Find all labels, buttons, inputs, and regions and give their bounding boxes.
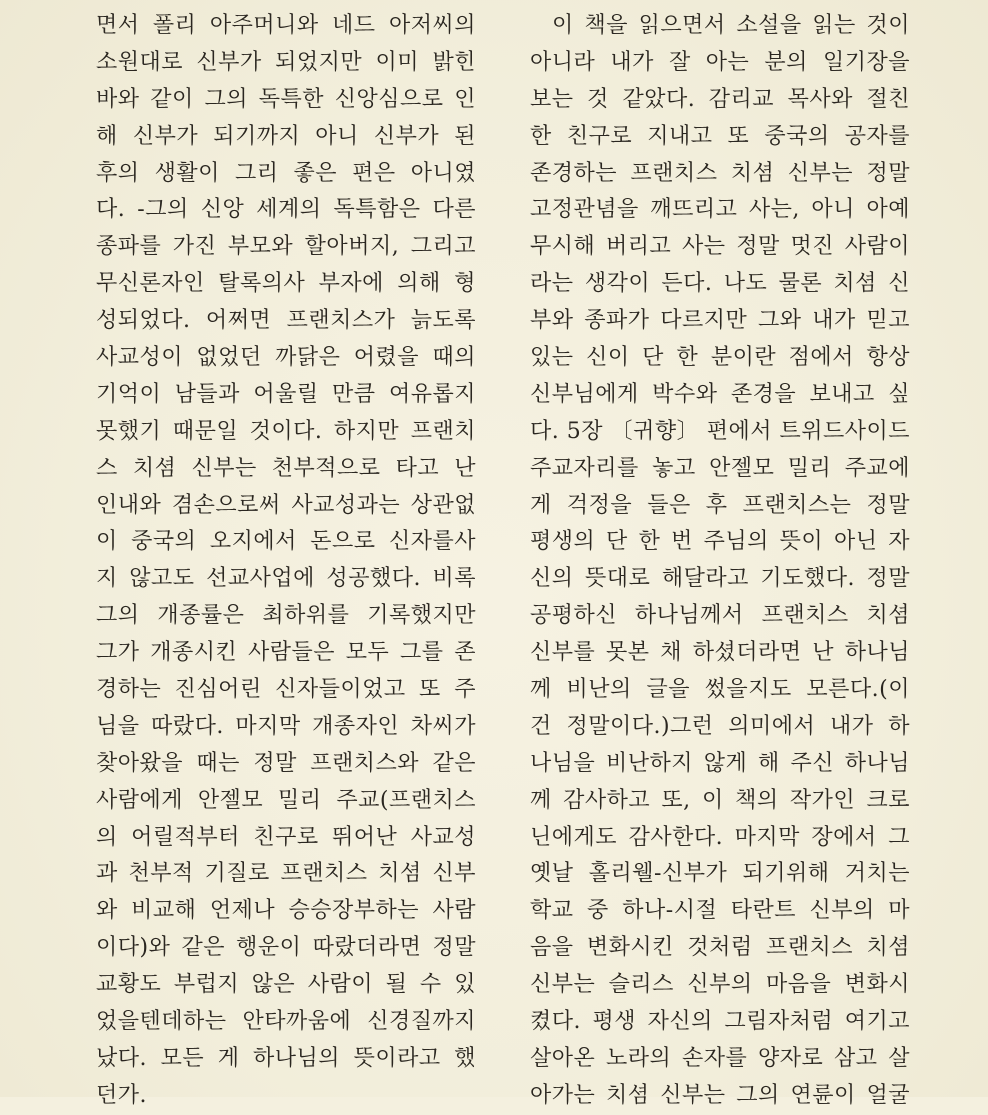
text-line: 의 어릴적부터 친구로 뛰어난 사교성 [96,824,476,850]
text-line: 음을 변화시킨 것처럼 프랜치스 치셤 [530,935,910,961]
text-line: 찾아왔을 때는 정말 프랜치스와 같은 [96,750,476,776]
text-line: 라는 생각이 든다. 나도 물론 치셤 신 [530,271,910,297]
text-line: 사교성이 없었던 까닭은 어렸을 때의 [96,345,476,371]
text-line: 해 신부가 되기까지 아니 신부가 된 [96,123,476,149]
text-line: 이 책을 읽으면서 소설을 읽는 것이 [552,13,910,38]
text-line: 그의 개종률은 최하위를 기록했지만 [96,603,476,629]
text-line: 던가. [96,1082,147,1108]
text-line: 기억이 남들과 어울릴 만큼 여유롭지 [96,381,476,407]
text-line: 다. -그의 신앙 세계의 독특함은 다른 [96,197,476,223]
text-line: 존경하는 프랜치스 치셤 신부는 정말 [530,160,910,186]
text-line: 경하는 진심어린 신자들이었고 또 주 [96,677,476,703]
text-line: 종파를 가진 부모와 할아버지, 그리고 [96,234,476,260]
right-column [530,8,910,1115]
text-line: 와 비교해 언제나 승승장부하는 사람 [96,898,476,924]
text-line: 교황도 부럽지 않은 사람이 될 수 있 [96,972,476,998]
text-line: 스 치셤 신부는 천부적으로 타고 난 [96,455,476,481]
text-line: 닌에게도 감사한다. 마지막 장에서 그 [530,824,910,850]
text-line: 건 정말이다.)그런 의미에서 내가 하 [530,713,910,739]
text-line: 나님을 비난하지 않게 해 주신 하나님 [530,750,910,776]
text-line: 소원대로 신부가 되었지만 이미 밝힌 [96,49,476,75]
text-line: 께 감사하고 또, 이 책의 작가인 크로 [530,787,910,813]
text-line: 학교 중 하나-시절 타란트 신부의 마 [530,898,910,924]
text-line: 옛날 홀리웰-신부가 되기위해 거치는 [530,861,910,887]
text-line: 과 천부적 기질로 프랜치스 치셤 신부 [96,861,476,887]
text-line: 났다. 모든 게 하나님의 뜻이라고 했 [96,1045,476,1071]
text-line: 지 않고도 선교사업에 성공했다. 비록 [96,566,476,592]
text-line: 켰다. 평생 자신의 그림자처럼 여기고 [530,1009,910,1035]
text-line: 그가 개종시킨 사람들은 모두 그를 존 [96,640,476,666]
text-line: 살아온 노라의 손자를 양자로 삼고 살 [530,1045,910,1071]
text-line: 었을텐데하는 안타까움에 신경질까지 [96,1009,476,1035]
text-line: 보는 것 같았다. 감리교 목사와 절친 [530,86,910,112]
text-line: 못했기 때문일 것이다. 하지만 프랜치 [96,418,476,444]
text-line: 주교자리를 놓고 안젤모 밀리 주교에 [530,455,910,481]
text-line: 인내와 겸손으로써 사교성과는 상관없 [96,492,476,518]
text-line: 고정관념을 깨뜨리고 사는, 아니 아예 [530,197,910,223]
left-column [96,8,476,1115]
text-line: 부와 종파가 다르지만 그와 내가 믿고 [530,308,910,334]
text-line: 이다)와 같은 행운이 따랐더라면 정말 [96,935,476,961]
text-line: 다. 5장 〔귀향〕 편에서 트위드사이드 [530,418,910,444]
text-line: 게 걱정을 들은 후 프랜치스는 정말 [530,492,910,518]
text-line: 신의 뜻대로 해달라고 기도했다. 정말 [530,566,910,592]
text-line: 아니라 내가 잘 아는 분의 일기장을 [530,49,910,75]
text-line: 무시해 버리고 사는 정말 멋진 사람이 [530,234,910,260]
text-line: 면서 폴리 아주머니와 네드 아저씨의 [96,13,476,38]
text-line: 아가는 치셤 신부는 그의 연륜이 얼굴 [530,1082,910,1108]
text-line: 이 중국의 오지에서 돈으로 신자를사 [96,529,476,555]
text-line: 신부님에게 박수와 존경을 보내고 싶 [530,381,910,407]
text-line: 신부는 슬리스 신부의 마음을 변화시 [530,972,910,998]
text-line: 평생의 단 한 번 주님의 뜻이 아닌 자 [530,529,910,555]
text-line: 있는 신이 단 한 분이란 점에서 항상 [530,345,910,371]
text-line: 님을 따랐다. 마지막 개종자인 차씨가 [96,713,476,739]
text-line: 께 비난의 글을 썼을지도 모른다.(이 [530,677,910,703]
text-line: 무신론자인 탈록의사 부자에 의해 형 [96,271,476,297]
text-line: 성되었다. 어쩌면 프랜치스가 늙도록 [96,308,476,334]
text-line: 한 친구로 지내고 또 중국의 공자를 [530,123,910,149]
text-line: 후의 생활이 그리 좋은 편은 아니였 [96,160,476,186]
text-line: 바와 같이 그의 독특한 신앙심으로 인 [96,86,476,112]
text-line: 사람에게 안젤모 밀리 주교(프랜치스 [96,787,476,813]
text-line: 공평하신 하나님께서 프랜치스 치셤 [530,603,910,629]
text-line: 신부를 못본 채 하셨더라면 난 하나님 [530,640,910,666]
